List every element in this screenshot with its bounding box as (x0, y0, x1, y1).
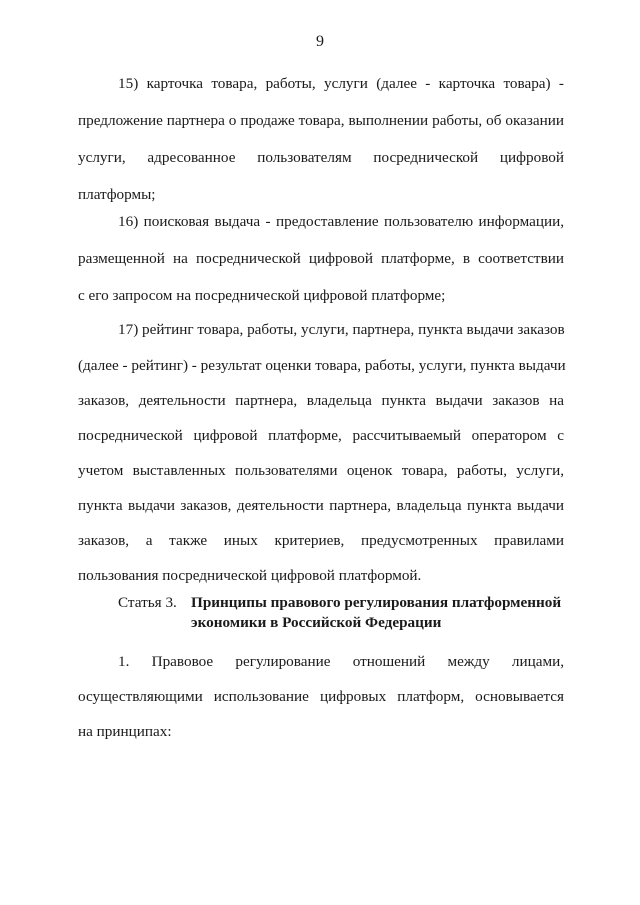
text-line: 17) рейтинг товара, работы, услуги, партнера, пункта выдачи заказов (118, 321, 565, 338)
text-line: 1. Правовое регулирование отношений между лицами, (118, 653, 564, 670)
text-line: заказов, а также иных критериев, предусмотренных правилами (78, 532, 564, 549)
text-line: на принципах: (78, 723, 172, 740)
article-title-line: Принципы правового регулирования платформенной (191, 594, 562, 611)
text-line: 16) поисковая выдача - предоставление пользователю информации, (118, 213, 564, 230)
text-line: размещенной на посреднической цифровой платформе, в соответствии (78, 250, 564, 267)
text-line: 15) карточка товара, работы, услуги (далее - карточка товара) - (118, 75, 564, 92)
text-line: учетом выставленных пользователями оценок товара, работы, услуги, (78, 462, 564, 479)
text-line: пользования посреднической цифровой платформой. (78, 567, 422, 584)
text-line: платформы; (78, 186, 156, 203)
text-line: пункта выдачи заказов, деятельности партнера, владельца пункта выдачи (78, 497, 564, 514)
text-line: предложение партнера о продаже товара, выполнении работы, об оказании (78, 112, 564, 129)
text-line: (далее - рейтинг) - результат оценки товара, работы, услуги, пункта выдачи (78, 357, 566, 374)
article-title (191, 593, 568, 633)
text-line: с его запросом на посреднической цифровой платформе; (78, 287, 446, 304)
page-number: 9 (316, 33, 324, 50)
text-line: осуществляющими использование цифровых платформ, основывается (78, 688, 564, 705)
text-line: заказов, деятельности партнера, владельца пункта выдачи заказов на (78, 392, 564, 409)
article-label: Статья 3. (118, 594, 177, 611)
article-title-line: экономики в Российской Федерации (191, 614, 442, 631)
text-line: услуги, адресованное пользователям посреднической цифровой (78, 149, 564, 166)
text-line: посреднической цифровой платформе, рассчитываемый оператором с (78, 427, 564, 444)
